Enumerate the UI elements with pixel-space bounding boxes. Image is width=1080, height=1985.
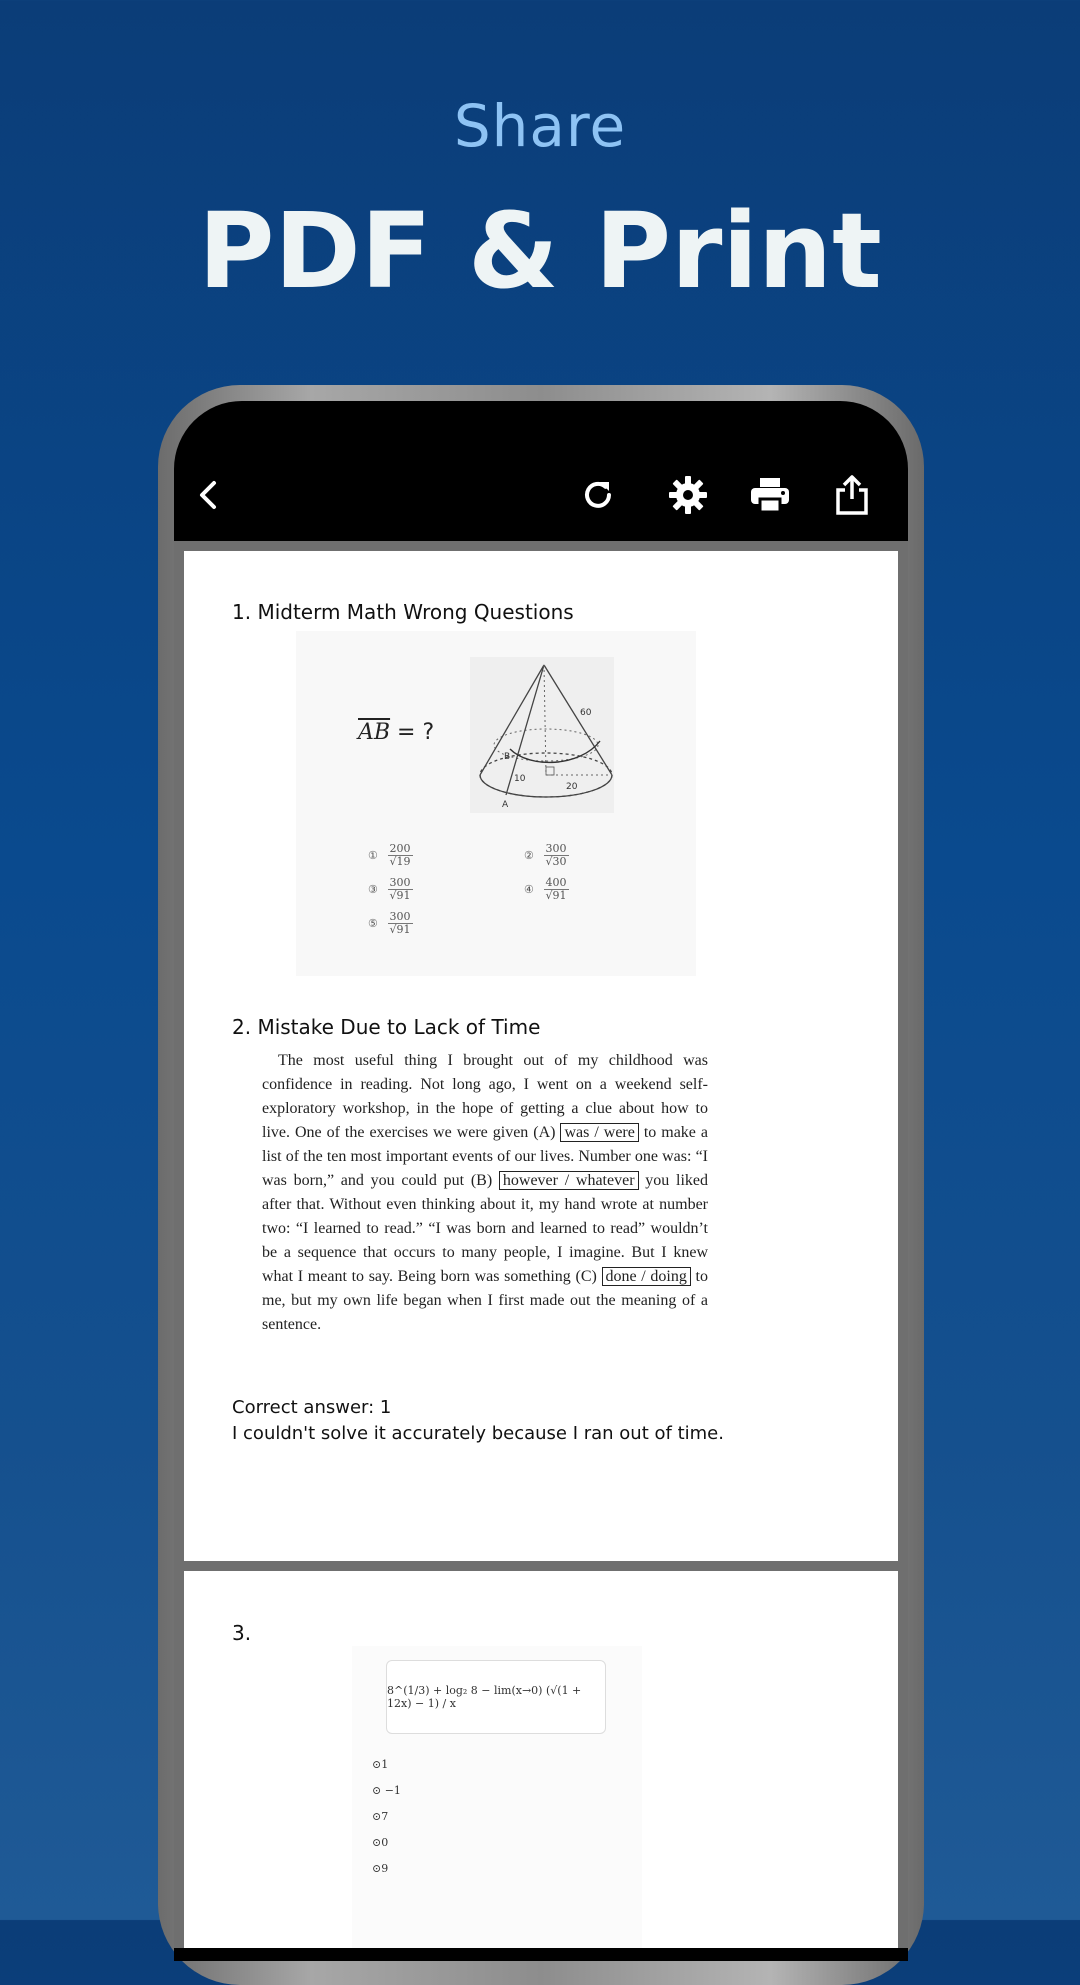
- option-number: ②: [524, 849, 534, 862]
- option-number: ①: [368, 849, 378, 862]
- share-icon[interactable]: [830, 473, 874, 517]
- option-numerator: 400: [545, 876, 567, 889]
- document-page-1: [184, 551, 898, 1561]
- choice-box-a: was / were: [560, 1123, 638, 1142]
- option-number: ③: [368, 883, 378, 896]
- bottom-bar: [174, 1948, 908, 1961]
- cone-diagram: [470, 657, 614, 813]
- choice-2: ⊙ −1: [372, 1784, 401, 1797]
- question-3-title: 3.: [232, 1621, 252, 1645]
- gear-icon[interactable]: [666, 473, 710, 517]
- option-numerator: 300: [545, 842, 567, 855]
- choice-3: ⊙7: [372, 1810, 389, 1823]
- ab-equation: [358, 719, 434, 745]
- option-denominator: √19: [389, 855, 411, 868]
- option-1: [368, 843, 413, 868]
- cone-label-a: A: [502, 800, 509, 810]
- passage-text-3: you liked after that. Without even thinking about it, my hand wrote at number two: “I learned to read.” “I was born and learned to read” wouldn’t be a sequence that occurs to many people, I imagine. But I knew what I meant to say. Being born was something (C): [262, 1172, 708, 1285]
- document-page-2: [184, 1571, 898, 1961]
- correct-answer: Correct answer: 1: [232, 1397, 392, 1418]
- cone-label-60: 60: [580, 708, 592, 718]
- banner-title: PDF & Print: [198, 190, 882, 312]
- mistake-comment: I couldn't solve it accurately because I ran out of time.: [232, 1423, 724, 1444]
- option-numerator: 300: [389, 910, 411, 923]
- choice-box-b: however / whatever: [499, 1171, 639, 1190]
- reading-passage: [262, 1049, 708, 1337]
- option-3: [368, 877, 413, 902]
- option-number: ④: [524, 883, 534, 896]
- choice-4: ⊙0: [372, 1836, 389, 1849]
- back-arrow-icon[interactable]: [188, 473, 232, 517]
- passage-text-2: to make a list of the ten most important events of our lives. Number one was: “I was born,” and you could put (B): [262, 1124, 708, 1189]
- choice-box-c: done / doing: [602, 1267, 691, 1286]
- option-denominator: √30: [545, 855, 567, 868]
- phone-screen: [174, 401, 908, 1961]
- option-4: [524, 877, 569, 902]
- option-2: [524, 843, 569, 868]
- cone-label-b: B: [504, 752, 511, 762]
- ab-segment-label: $\overline{AB}$: [358, 720, 391, 745]
- option-denominator: √91: [389, 889, 411, 902]
- choice-1: ⊙1: [372, 1758, 389, 1771]
- printer-icon[interactable]: [748, 473, 792, 517]
- refresh-icon[interactable]: [576, 473, 620, 517]
- option-5: [368, 911, 413, 936]
- top-toolbar: [174, 401, 908, 541]
- banner-subtitle: Share: [453, 92, 627, 160]
- option-denominator: √91: [389, 923, 411, 936]
- option-numerator: 200: [389, 842, 411, 855]
- option-number: ⑤: [368, 917, 378, 930]
- equation-rest: = ?: [390, 720, 435, 745]
- question-2-title: 2. Mistake Due to Lack of Time: [232, 1015, 541, 1039]
- cone-label-10: 10: [514, 774, 526, 784]
- question-3-figure: [352, 1646, 642, 1961]
- passage-text-4: to me, but my own life began when I first made out the meaning of a sentence.: [262, 1268, 708, 1333]
- option-numerator: 300: [389, 876, 411, 889]
- question-1-title: 1. Midterm Math Wrong Questions: [232, 600, 574, 624]
- option-denominator: √91: [545, 889, 567, 902]
- passage-text-1: The most useful thing I brought out of my childhood was confidence in reading. Not long ago, I went on a weekend self-exploratory workshop, in the hope of getting a clue about how to live. One of the exercises we were given (A): [262, 1052, 708, 1141]
- math-formula: 8^(1/3) + log₂ 8 − lim(x→0) (√(1 + 12x) − 1) / x: [386, 1660, 606, 1734]
- cone-label-20: 20: [566, 782, 578, 792]
- question-1-figure: [296, 631, 696, 976]
- choice-5: ⊙9: [372, 1862, 389, 1875]
